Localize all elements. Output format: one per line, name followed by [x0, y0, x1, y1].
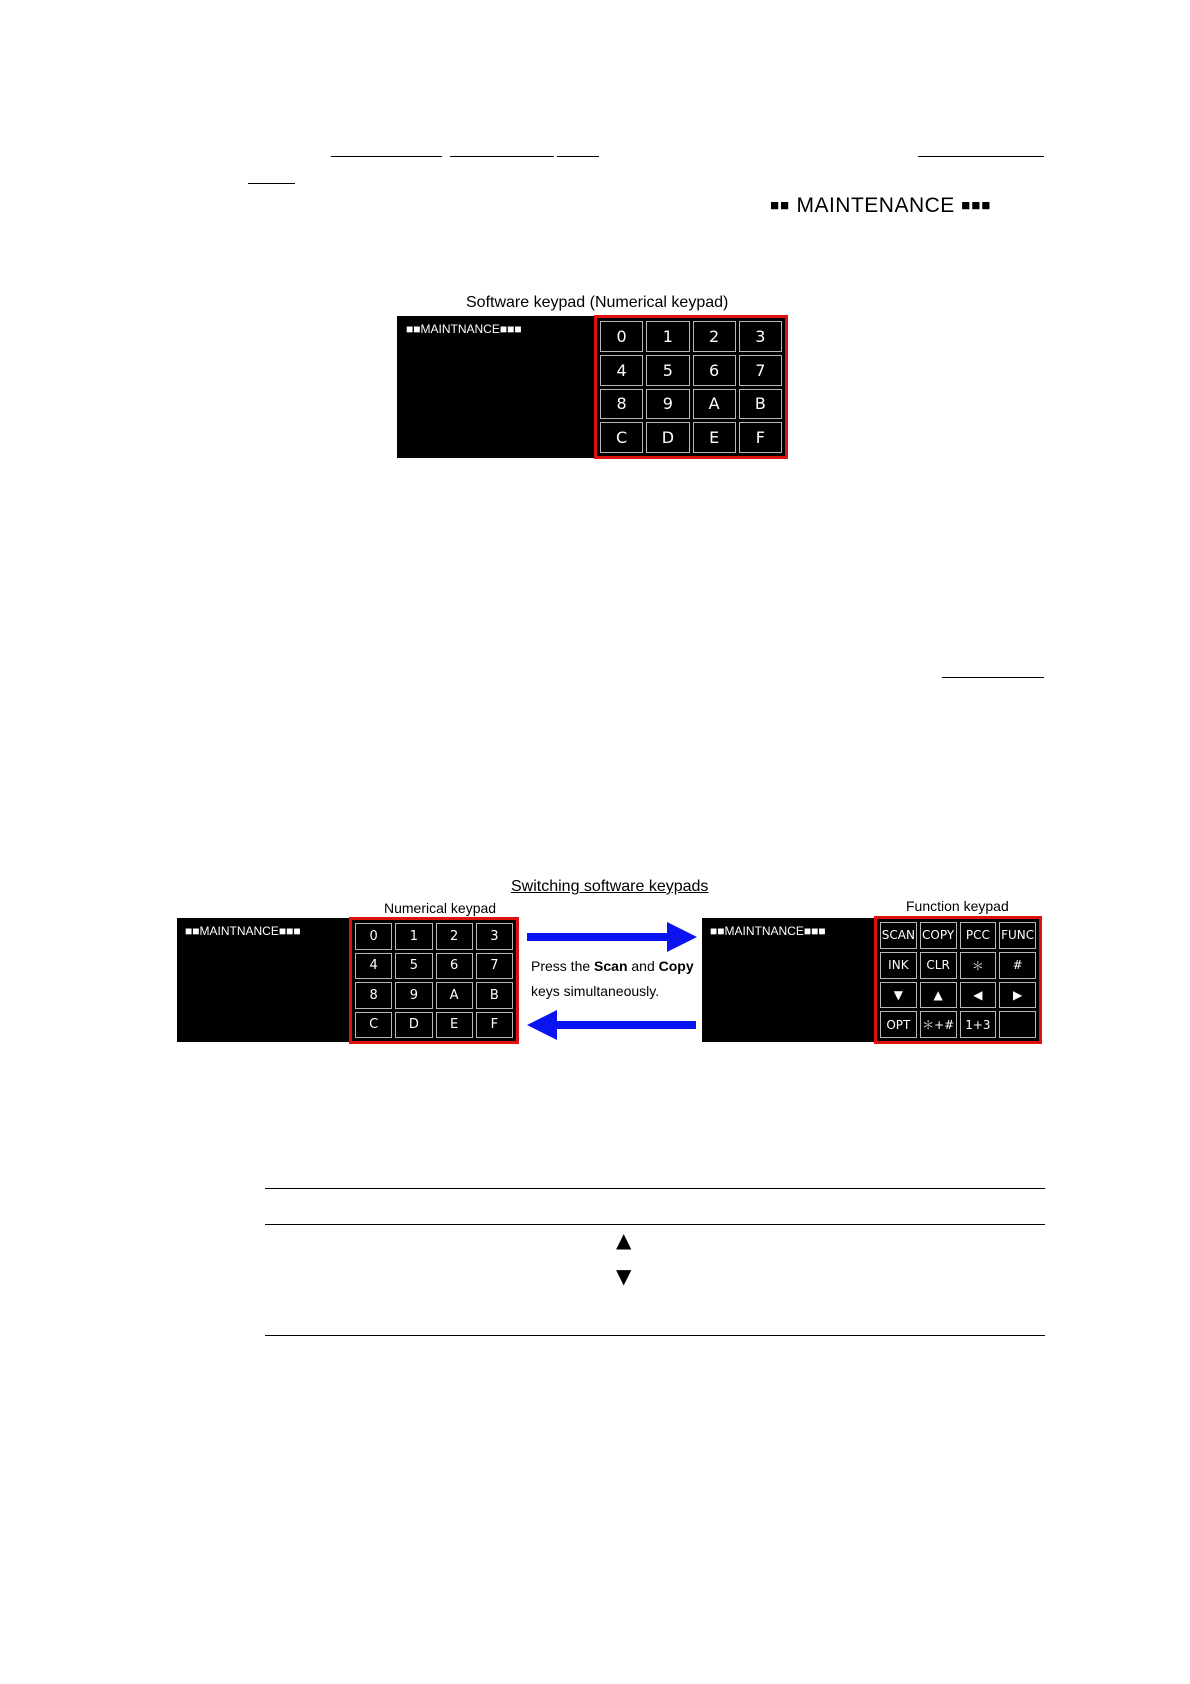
arrow-left-line — [556, 1021, 696, 1029]
down-triangle-icon: ▼ — [616, 1264, 632, 1288]
figure1-key-13[interactable]: D — [646, 422, 689, 453]
figure2-function-key-7[interactable]: # — [999, 952, 1036, 979]
figure1-key-1[interactable]: 1 — [646, 321, 689, 352]
header-underline-1 — [331, 156, 442, 157]
figure2-numerical-key-5[interactable]: 5 — [395, 953, 432, 980]
arrow-right-line — [527, 933, 669, 941]
figure2-function-key-15[interactable] — [999, 1011, 1036, 1038]
numerical-keypad-label: Numerical keypad — [384, 900, 497, 916]
up-triangle-icon: ▲ — [616, 1228, 632, 1252]
figure2-numerical-keypad — [349, 917, 519, 1044]
figure1-key-2[interactable]: 2 — [693, 321, 736, 352]
figure2-function-key-4[interactable]: INK — [880, 952, 917, 979]
figure2-numerical-key-6[interactable]: 6 — [436, 953, 473, 980]
figure1-key-10[interactable]: A — [693, 389, 736, 420]
figure2-numerical-key-13[interactable]: D — [395, 1012, 432, 1039]
figure1-key-14[interactable]: E — [693, 422, 736, 453]
figure1-screen-label: ■■MAINTNANCE■■■ — [406, 322, 522, 336]
figure2-numerical-key-14[interactable]: E — [436, 1012, 473, 1039]
instruction-line-2: keys simultaneously. — [531, 983, 660, 999]
figure2-function-key-11[interactable]: ▶ — [999, 982, 1036, 1009]
figure1-key-8[interactable]: 8 — [600, 389, 643, 420]
table-bottom-rule — [265, 1335, 1045, 1336]
arrow-left-head — [527, 1010, 557, 1040]
title-text: MAINTENANCE — [796, 194, 955, 217]
figure2-numerical-key-10[interactable]: A — [436, 982, 473, 1009]
mid-underline — [942, 677, 1044, 678]
title-suffix-marks: ■■■ — [961, 197, 992, 214]
header-underline-4 — [918, 156, 1044, 157]
figure2-function-key-5[interactable]: CLR — [920, 952, 957, 979]
header-underline-3 — [557, 156, 599, 157]
figure2-function-keypad — [874, 916, 1042, 1044]
figure2-function-key-13[interactable]: ＊+# — [920, 1011, 957, 1038]
title-prefix-marks: ■■ — [770, 197, 791, 214]
figure2-function-key-3[interactable]: FUNC — [999, 922, 1036, 949]
figure2-numerical-key-3[interactable]: 3 — [476, 923, 513, 950]
figure1-key-4[interactable]: 4 — [600, 355, 643, 386]
figure2-left-screen-label: ■■MAINTNANCE■■■ — [185, 924, 301, 938]
function-keypad-label: Function keypad — [906, 898, 1009, 914]
section-title — [770, 194, 991, 218]
figure1-numerical-keypad — [594, 315, 788, 459]
table-header-rule — [265, 1224, 1045, 1225]
figure1-key-5[interactable]: 5 — [646, 355, 689, 386]
figure1-key-11[interactable]: B — [739, 389, 782, 420]
figure2-function-key-1[interactable]: COPY — [920, 922, 957, 949]
figure2-function-key-14[interactable]: 1+3 — [960, 1011, 997, 1038]
figure2-function-key-6[interactable]: ＊ — [960, 952, 997, 979]
figure2-function-key-8[interactable]: ▼ — [880, 982, 917, 1009]
figure1-key-7[interactable]: 7 — [739, 355, 782, 386]
figure2-numerical-key-9[interactable]: 9 — [395, 982, 432, 1009]
figure2-right-screen-label: ■■MAINTNANCE■■■ — [710, 924, 826, 938]
table-top-rule — [265, 1188, 1045, 1189]
figure2-function-key-12[interactable]: OPT — [880, 1011, 917, 1038]
figure2-numerical-key-11[interactable]: B — [476, 982, 513, 1009]
header-underline-5 — [248, 183, 295, 184]
figure2-function-key-0[interactable]: SCAN — [880, 922, 917, 949]
figure1-key-0[interactable]: 0 — [600, 321, 643, 352]
figure2-numerical-key-2[interactable]: 2 — [436, 923, 473, 950]
figure2-function-key-9[interactable]: ▲ — [920, 982, 957, 1009]
figure2-numerical-key-0[interactable]: 0 — [355, 923, 392, 950]
instruction-line-1: Press the Scan and Copy — [531, 958, 694, 974]
figure2-numerical-key-7[interactable]: 7 — [476, 953, 513, 980]
figure2-numerical-key-15[interactable]: F — [476, 1012, 513, 1039]
header-underline-2 — [450, 156, 554, 157]
arrow-right-head — [667, 922, 697, 952]
figure1-key-12[interactable]: C — [600, 422, 643, 453]
figure1-key-15[interactable]: F — [739, 422, 782, 453]
figure2-function-key-10[interactable]: ◀ — [960, 982, 997, 1009]
figure2-numerical-key-8[interactable]: 8 — [355, 982, 392, 1009]
figure1-key-3[interactable]: 3 — [739, 321, 782, 352]
figure1-caption: Software keypad (Numerical keypad) — [466, 294, 729, 311]
figure2-numerical-key-4[interactable]: 4 — [355, 953, 392, 980]
figure2-numerical-key-1[interactable]: 1 — [395, 923, 432, 950]
figure1-key-6[interactable]: 6 — [693, 355, 736, 386]
figure1-key-9[interactable]: 9 — [646, 389, 689, 420]
figure2-numerical-key-12[interactable]: C — [355, 1012, 392, 1039]
figure2-function-key-2[interactable]: PCC — [960, 922, 997, 949]
figure2-caption: Switching software keypads — [511, 878, 709, 895]
